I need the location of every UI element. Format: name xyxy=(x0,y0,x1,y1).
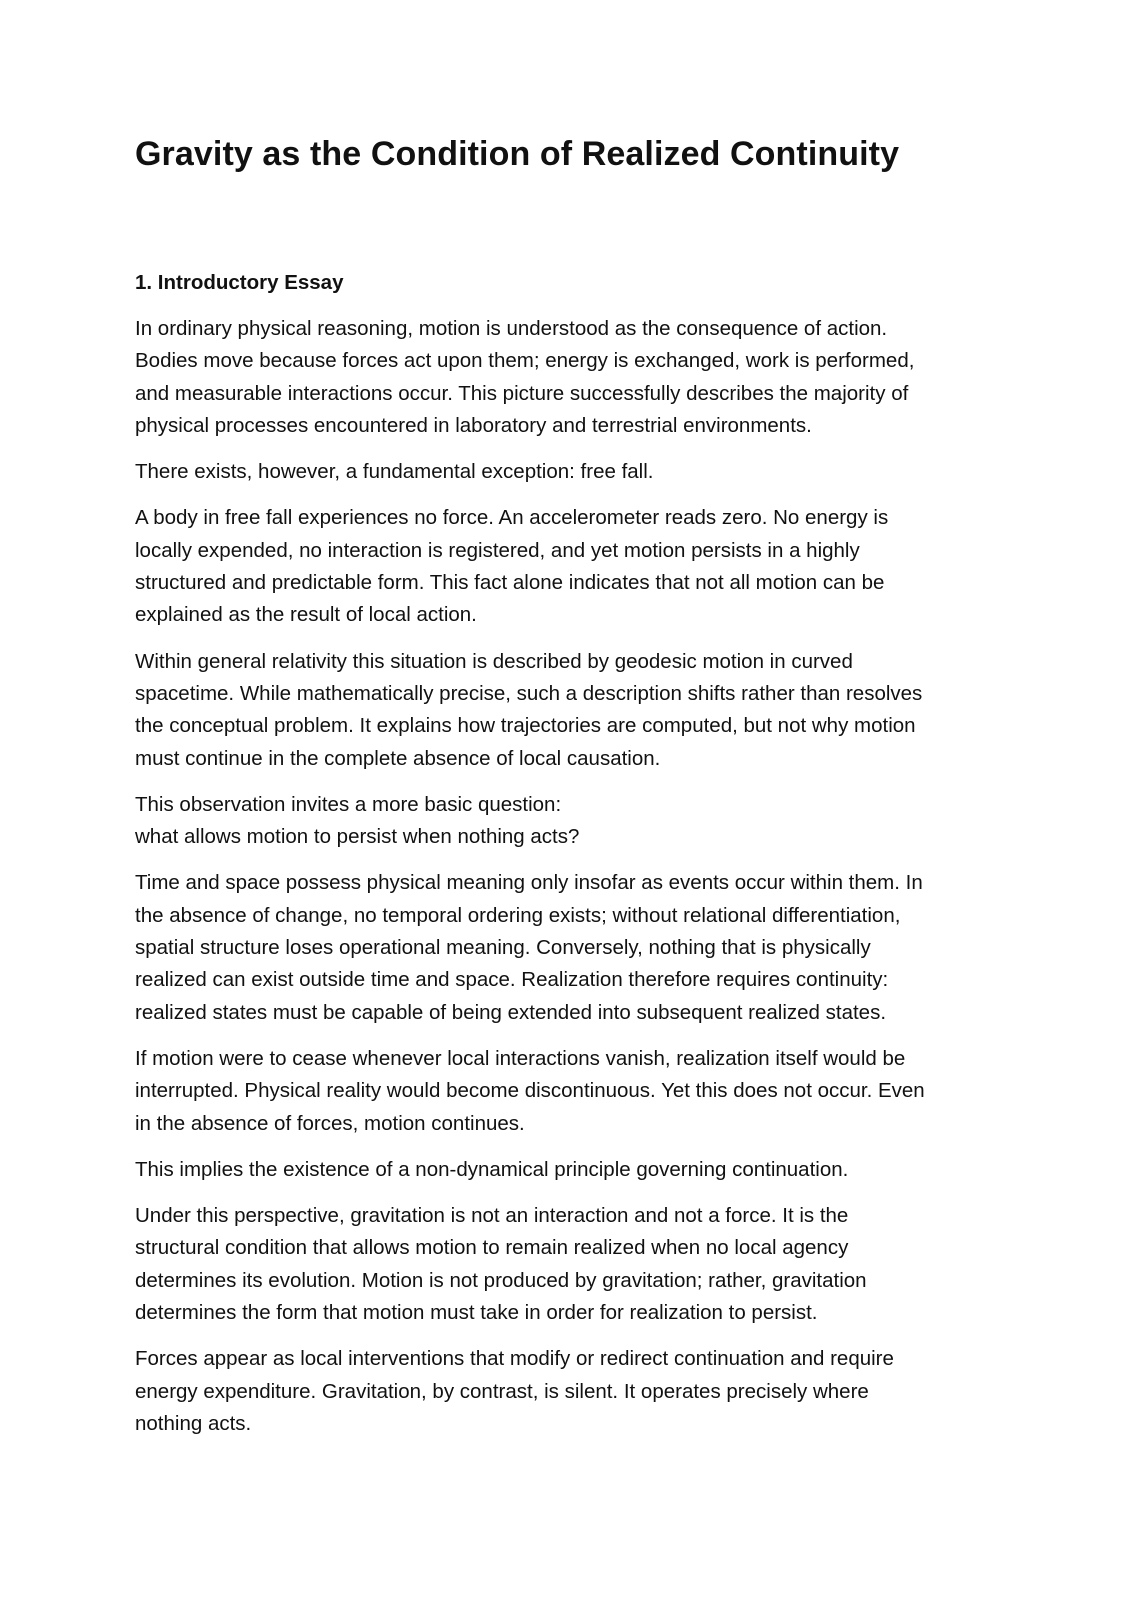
paragraph-9: Under this perspective, gravitation is not an interaction and not a force. It is the structural condition that allows motion to remain realized when no local agency determines its evolution. Motion is not produced by gravitation; rather, gravitation determines the form that motion must take in order for realization to persist. xyxy=(135,1204,867,1325)
paragraph-8: This implies the existence of a non-dynamical principle governing continuation. xyxy=(135,1157,849,1181)
paragraph-5: This observation invites a more basic question: what allows motion to persist when nothing acts? xyxy=(135,792,580,849)
paragraph-3: A body in free fall experiences no force. An accelerometer reads zero. No energy is locally expended, no interaction is registered, and yet motion persists in a highly structured and predictable form. This fact alone indicates that not all motion can be explained as the result of local action. xyxy=(135,506,889,627)
paragraph-4: Within general relativity this situation is described by geodesic motion in curved spacetime. While mathematically precise, such a description shifts rather than resolves the conceptual problem. It explains how trajectories are computed, but not why motion must continue in the complete absence of local causation. xyxy=(135,649,923,770)
paragraph-6: Time and space possess physical meaning only insofar as events occur within them. In the absence of change, no temporal ordering exists; without relational differentiation, spatial structure loses operational meaning. Conversely, nothing that is physically realized can exist outside time and space. Realization therefore requires continuity: realized states must be capable of being extended into subsequent realized states. xyxy=(135,871,923,1024)
paragraph-1: In ordinary physical reasoning, motion is understood as the consequence of action. Bodies move because forces act upon them; energy is exchanged, work is performed, and measurable interactions occur. This picture successfully describes the majority of physical processes encountered in laboratory and terrestrial environments. xyxy=(135,317,915,437)
paragraph-2: There exists, however, a fundamental exception: free fall. xyxy=(135,460,654,484)
paragraph-7: If motion were to cease whenever local interactions vanish, realization itself would be interrupted. Physical reality would become discontinuous. Yet this does not occur. Even in the absence of forces, motion continues. xyxy=(135,1046,925,1135)
document-body xyxy=(135,132,1005,1440)
document-title: Gravity as the Condition of Realized Continuity xyxy=(135,135,900,173)
paragraph-10: Forces appear as local interventions that modify or redirect continuation and require energy expenditure. Gravitation, by contrast, is silent. It operates precisely where nothing acts. xyxy=(135,1347,894,1435)
section-heading: 1. Introductory Essay xyxy=(135,271,344,294)
